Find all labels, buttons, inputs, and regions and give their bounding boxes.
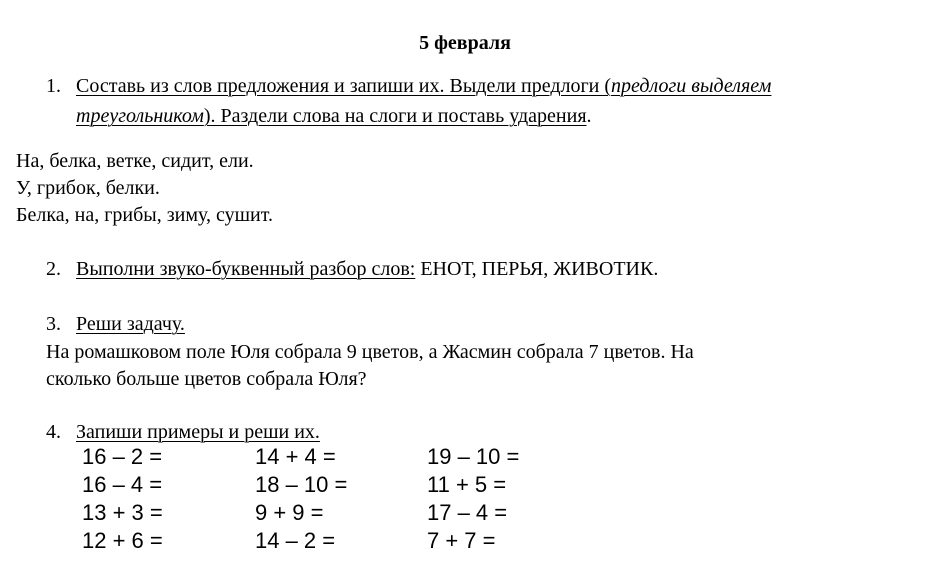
- task2-label: Выполни звуко-буквенный разбор слов:: [76, 258, 416, 280]
- task2-words: ЕНОТ, ПЕРЬЯ, ЖИВОТИК.: [415, 258, 659, 280]
- task1-instruction-line2: [76, 106, 592, 126]
- task3-label: Реши задачу.: [76, 313, 185, 335]
- task4-label: Запиши примеры и реши их.: [76, 421, 320, 443]
- task1-instruction-period: .: [586, 105, 592, 127]
- example: 14 + 4 =: [255, 444, 336, 469]
- example: 13 + 3 =: [82, 500, 163, 525]
- task1-sentence: На, белка, ветке, сидит, ели.: [16, 150, 254, 172]
- task1-instruction-italic: предлоги выделяем: [611, 75, 772, 97]
- example: 16 – 2 =: [82, 444, 163, 469]
- task2-instruction: [76, 259, 658, 279]
- task1-instruction-line1: [76, 76, 771, 96]
- task1-sentence: У, грибок, белки.: [16, 177, 160, 199]
- example: 12 + 6 =: [82, 528, 163, 553]
- example: 16 – 4 =: [82, 472, 163, 497]
- task4-number: 4.: [46, 421, 61, 443]
- task3-number: 3.: [46, 313, 61, 335]
- task1-number: 1.: [46, 75, 61, 97]
- task1-instruction-italic-2: треугольником: [76, 105, 204, 127]
- task3-problem-line1: На ромашковом поле Юля собрала 9 цветов, а Жасмин собрала 7 цветов. На: [46, 341, 694, 363]
- task1-instruction-text: Составь из слов предложения и запиши их. Выдели предлоги (: [76, 75, 612, 97]
- task1-instruction-text-2: ). Раздели слова на слоги и поставь ударения: [203, 105, 587, 127]
- task1-sentence: Белка, на, грибы, зиму, сушит.: [16, 204, 273, 226]
- example: 11 + 5 =: [427, 472, 507, 497]
- example: 14 – 2 =: [255, 528, 336, 553]
- example: 19 – 10 =: [427, 444, 520, 469]
- example: 7 + 7 =: [427, 528, 496, 553]
- example: 18 – 10 =: [255, 472, 348, 497]
- page-title: 5 февраля: [419, 32, 511, 54]
- task2-number: 2.: [46, 258, 61, 280]
- example: 17 – 4 =: [427, 500, 508, 525]
- task3-problem-line2: сколько больше цветов собрала Юля?: [46, 368, 367, 390]
- example: 9 + 9 =: [255, 500, 324, 525]
